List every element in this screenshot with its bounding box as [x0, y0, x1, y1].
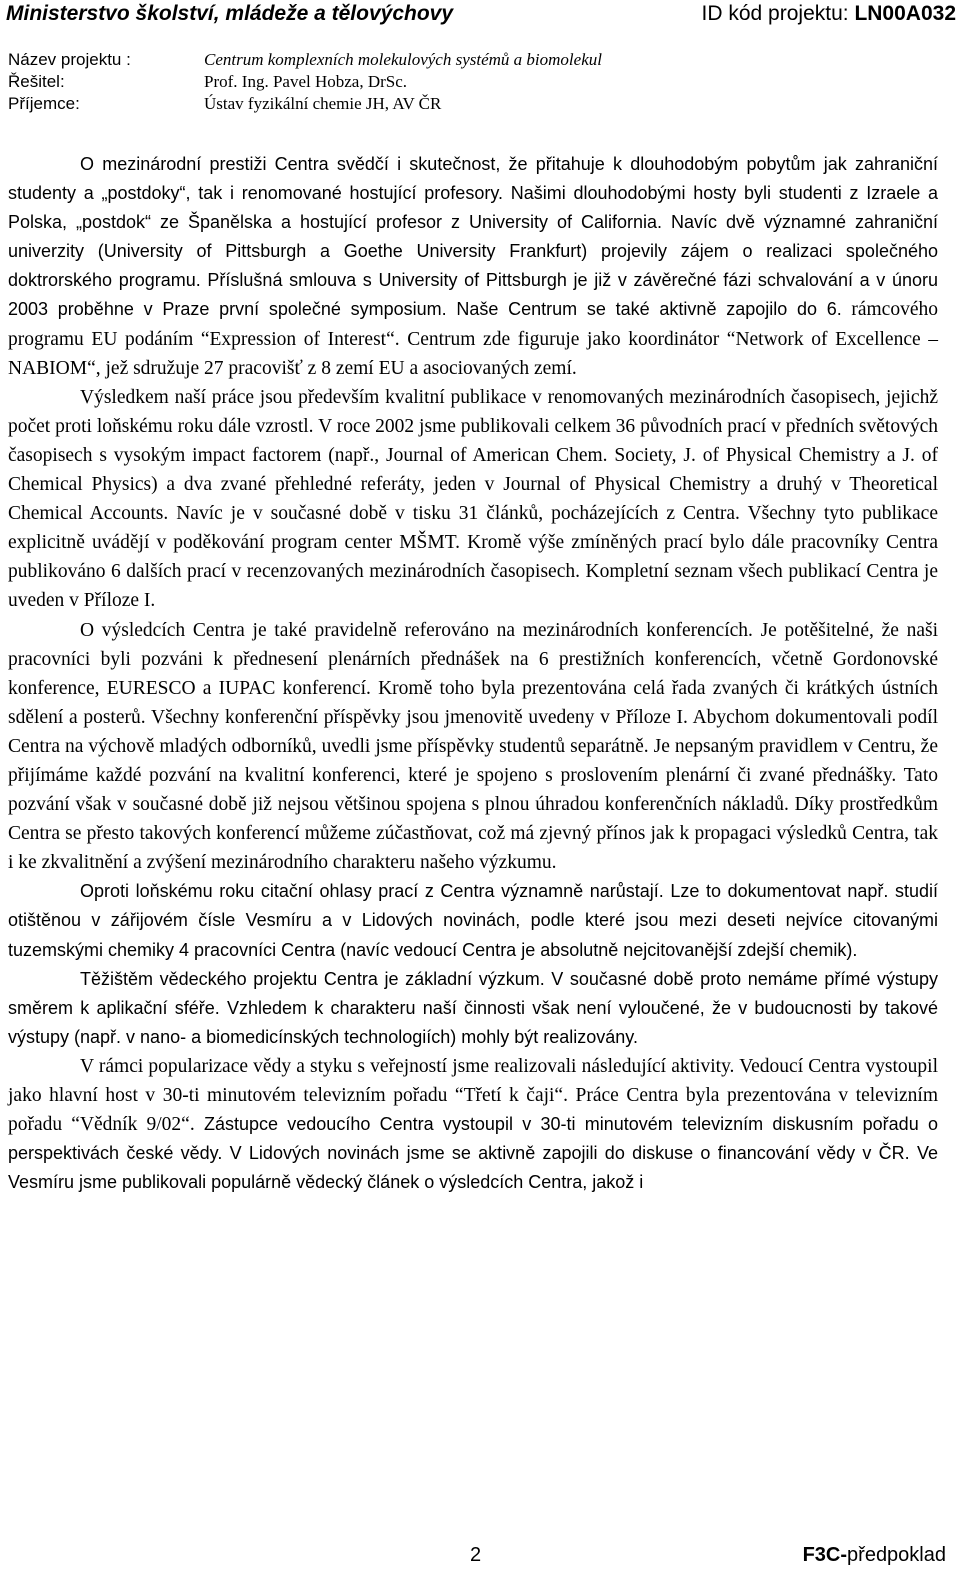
project-id-label: ID kód projektu:	[701, 2, 855, 25]
paragraph-popularization	[8, 1052, 938, 1197]
paragraph-text: O mezinárodní prestiži Centra svědčí i skutečnost, že přitahuje k dlouhodobým pobytům jak zahraniční studenty a „postdoky“, tak i renomované hostující profesory. Našimi dlouhodobými hosty byli studenti z Izraele a Polska, „postdok“ ze Španělska a hostující profesor z University of California. Navíc dvě významné zahraniční univerzity (University of Pittsburgh a Goethe University Frankfurt) projevily zájem o realizaci společného doktrorského programu. Příslušná smlouva s University of Pittsburgh je již v závěrečné fázi schvalování a v únoru 2003 proběhne v Praze první společné symposium. Naše Centrum se také aktivně zapojilo do 6.	[8, 154, 938, 320]
document-body	[8, 150, 938, 1197]
page-footer	[0, 1544, 960, 1574]
page-header	[6, 2, 956, 28]
form-code	[803, 1544, 946, 1567]
form-code-prefix: F3C-	[802, 1544, 848, 1566]
paragraph-citations	[8, 877, 938, 964]
form-code-name: předpoklad	[847, 1544, 946, 1566]
ministry-name: Ministerstvo školství, mládeže a tělovýchovy	[6, 2, 454, 25]
paragraph-applications	[8, 965, 938, 1052]
paragraph-text: O výsledcích Centra je také pravidelně referováno na mezinárodních konferencích. Je potěšitelné, že naši pracovníci byli pozváni k přednesení plenárních přednášek na 6 prestižních konferencích, včetně Gordonovské konference, EURESCO a IUPAC konferencí. Kromě toho byla prezentována celá řada zvaných či krátkých ústních sdělení a posterů. Všechny konferenční příspěvky jsou jmenovitě uvedeny v Příloze I. Abychom dokumentovali podíl Centra na výchově mladých odborníků, uvedli jsme příspěvky studentů separátně. Je nepsaným pravidlem v Centru, že přijímáme každé pozvání na kvalitní konferenci, které je spojeno s proslovením plenární či zvané přednášky. Tato pozvání však v současné době již nejsou většinou spojena s plnou úhradou konferenčních nákladů. Díky prostředkům Centra se přesto takových konferencí můžeme zúčastňovat, což má zjevný přínos jak k propagaci výsledků Centra, tak i ke zkvalitnění a zvýšení mezinárodního charakteru našeho výzkumu.	[8, 619, 938, 874]
project-id-value: LN00A032	[854, 2, 956, 25]
meta-label: Řešitel:	[8, 72, 65, 91]
project-id	[702, 2, 956, 26]
meta-value: Centrum komplexních molekulových systémů a biomolekul	[204, 50, 602, 69]
meta-label: Příjemce:	[8, 94, 80, 113]
page-number: 2	[470, 1544, 482, 1566]
paragraph-text: Těžištěm vědeckého projektu Centra je základní výzkum. V současné době proto nemáme přímé výstupy směrem k aplikační sféře. Vzhledem k charakteru naší činnosti však není vyloučené, že v budoucnosti by takové výstupy (např. v nano- a biomedicínských technologiích) mohly být realizovány.	[8, 968, 938, 1047]
paragraph-conferences	[8, 616, 938, 878]
meta-value: Ústav fyzikální chemie JH, AV ČR	[204, 94, 442, 113]
meta-value: Prof. Ing. Pavel Hobza, DrSc.	[204, 72, 408, 91]
meta-label: Název projektu :	[8, 50, 131, 69]
paragraph-prestige	[8, 150, 938, 383]
paragraph-text: rámcového programu EU podáním “Expression of Interest“. Centrum zde figuruje jako koordinátor “Network of Excellence – NABIOM“, jež sdružuje 27 pracovišť z 8 zemí EU a asociovaných zemí.	[8, 299, 938, 379]
paragraph-text: Výsledkem naší práce jsou především kvalitní publikace v renomovaných mezinárodních časopisech, jejichž počet proti loňskému roku dále vzrostl. V roce 2002 jsme publikovali celkem 36 původních prací v předních světových časopisech s vysokým impact factorem (např., Journal of American Chem. Society, J. of Physical Chemistry a J. of Chemical Physics) a dva zvané přehledné referáty, jeden v Journal of Physical Chemistry a druhý v Theoretical Chemical Accounts. Navíc je v současné době v tisku 31 článků, pocházejících z Centra. Všechny tyto publikace explicitně uvádějí v poděkování program center MŠMT. Kromě výše zmíněných prací bylo dále pracovníky Centra publikováno 6 dalších prací v recenzovaných mezinárodních časopisech. Kompletní seznam všech publikací Centra je uveden v Příloze I.	[8, 386, 938, 612]
paragraph-text: V rámci popularizace vědy a styku s veřejností jsme realizovali následující aktivity. Vedoucí Centra vystoupil jako hlavní host v 30-ti minutovém televizním pořadu “Třetí k čaji“. Práce Centra byla prezentována v televizním pořadu “Vědník 9/02“.	[8, 1055, 938, 1136]
paragraph-publications	[8, 383, 938, 616]
paragraph-text: Oproti loňskému roku citační ohlasy prací z Centra významně narůstají. Lze to dokumentovat např. studií otištěnou v zářijovém čísle Vesmíru a v Lidových novinách, podle které jsou mezi deseti nejvíce citovanými tuzemskými chemiky 4 pracovníci Centra (navíc vedoucí Centra je absolutně nejcitovanější zdejší chemik).	[8, 881, 938, 960]
paragraph-text: Zástupce vedoucího Centra vystoupil v 30-ti minutovém televizním diskusním pořadu o perspektivách české vědy. V Lidových novinách jsme se aktivně zapojili do diskuse o financování vědy v ČR. Ve Vesmíru jsme publikovali populárně vědecký článek o výsledcích Centra, jakož i	[8, 1114, 938, 1193]
